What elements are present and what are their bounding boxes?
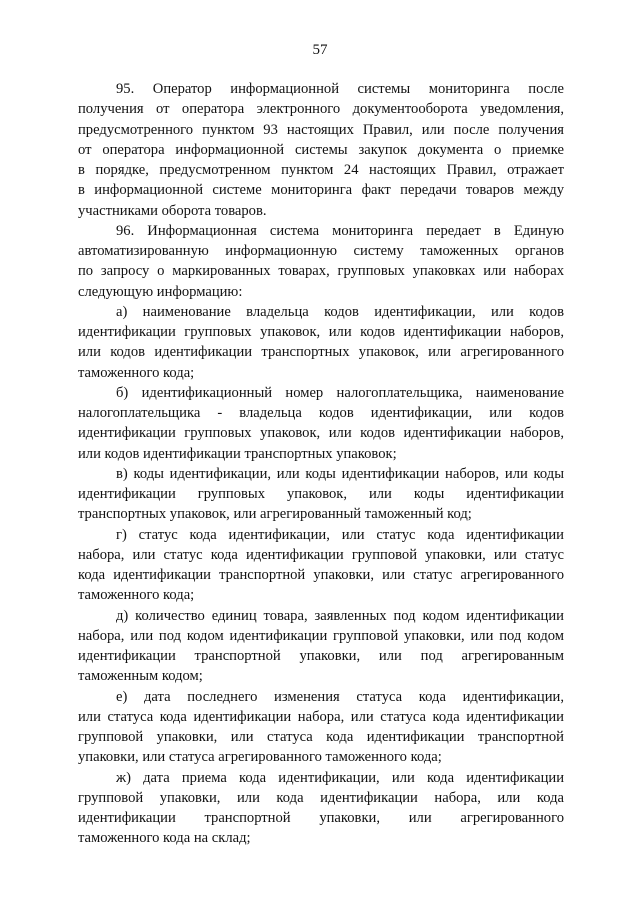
text-line: от оператора информационной системы закупок документа о приемке [78,141,564,158]
text-line: автоматизированную информационную систему таможенных органов [78,243,564,259]
page-number: 57 [312,42,328,58]
text-line: идентификации групповых упаковок, или коды идентификации [78,486,564,502]
text-line: групповой упаковки, или статуса кода идентификации транспортной [78,729,564,745]
text-line: кода идентификации транспортной упаковки, или статус агрегированного [78,567,564,583]
paragraph-item-g [78,525,564,606]
text-line: а) наименование владельца кодов идентификации, или кодов [116,303,564,320]
text-line: участниками оборота товаров. [78,202,267,219]
paragraph-item-e [78,687,564,768]
paragraph-item-zh [78,768,564,849]
text-line: упаковки, или статуса агрегированного таможенного кода; [78,749,442,766]
text-line: в) коды идентификации, или коды идентификации наборов, или коды [116,465,564,482]
text-line: е) дата последнего изменения статуса кода идентификации, [116,688,564,705]
text-line: идентификации транспортной упаковки, или агрегированного [78,810,564,826]
document-body [78,79,564,849]
text-line: таможенного кода; [78,587,195,604]
text-line: предусмотренного пунктом 93 настоящих Правил, или после получения [78,121,564,138]
text-line: г) статус кода идентификации, или статус кода идентификации [116,526,564,543]
text-line: таможенного кода на склад; [78,830,251,847]
paragraph-item-v [78,464,564,525]
text-line: налогоплательщика - владельца кодов идентификации, или кодов [78,405,564,421]
paragraph-item-b [78,383,564,464]
paragraph-p96 [78,221,564,302]
text-line: набора, или статус кода идентификации групповой упаковки, или статус [78,546,564,563]
text-line: идентификации групповых упаковок, или кодов идентификации наборов, [78,324,564,340]
text-line: идентификации групповых упаковок, или кодов идентификации наборов, [78,425,564,442]
text-line: в порядке, предусмотренном пунктом 24 настоящих Правил, отражает [78,162,564,178]
text-line: по запросу о маркированных товарах, групповых упаковках или наборах [78,263,564,280]
text-line: или статуса кода идентификации набора, или статуса кода идентификации [78,708,564,725]
text-line: таможенного кода; [78,364,195,381]
text-line: транспортных упаковок, или агрегированный таможенный код; [78,506,472,523]
text-line: в информационной системе мониторинга факт передачи товаров между [78,182,564,199]
text-line: групповой упаковки, или кода идентификации набора, или кода [78,789,564,806]
text-line: 96. Информационная система мониторинга передает в Единую [116,222,564,239]
paragraph-item-d [78,606,564,687]
text-line: следующую информацию: [78,283,243,300]
text-line: получения от оператора электронного документооборота уведомления, [78,101,564,118]
text-line: или кодов идентификации транспортных упаковок; [78,445,397,462]
text-line: набора, или под кодом идентификации групповой упаковки, или под кодом [78,627,564,644]
text-line: идентификации транспортной упаковки, или под агрегированным [78,648,564,664]
text-line: б) идентификационный номер налогоплательщика, наименование [116,384,564,401]
text-line: 95. Оператор информационной системы мониторинга после [116,81,564,97]
text-line: или кодов идентификации транспортных упаковок, или агрегированного [78,344,564,361]
paragraph-item-a [78,302,564,383]
text-line: ж) дата приема кода идентификации, или кода идентификации [116,769,564,786]
text-line: таможенным кодом; [78,668,203,685]
paragraph-p95 [78,79,564,221]
text-line: д) количество единиц товара, заявленных под кодом идентификации [116,607,564,624]
